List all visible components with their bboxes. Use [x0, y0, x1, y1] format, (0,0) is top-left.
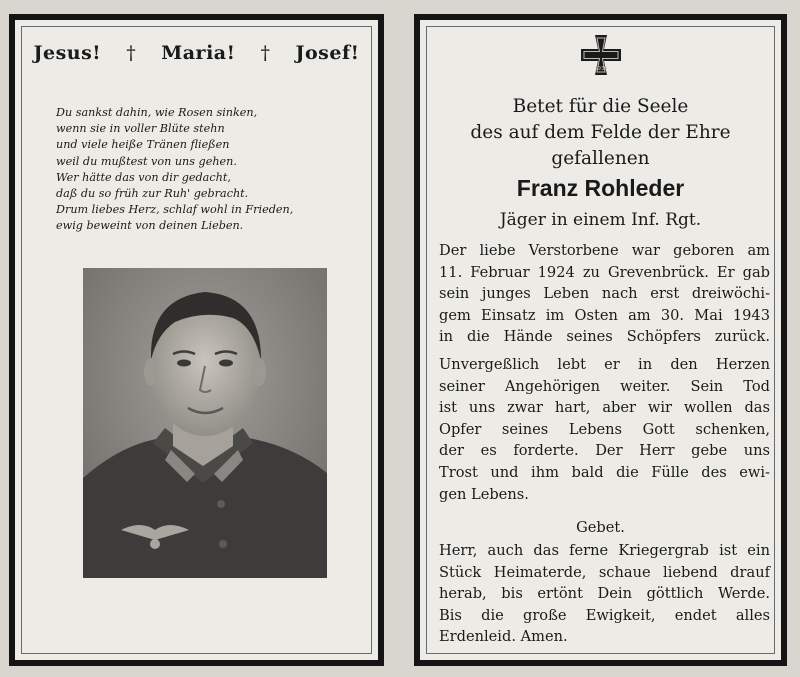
right-card	[414, 14, 787, 666]
text-line: Der liebe Verstorbene war geboren am	[439, 242, 770, 259]
text-line: Stück Heimaterde, schaue liebend drauf	[439, 563, 770, 581]
heading-line: des auf dem Felde der Ehre	[470, 122, 731, 143]
military-rank: Jäger in einem Inf. Rgt.	[499, 210, 702, 230]
text-line: Trost und ihm bald die Fülle des ewi-	[439, 463, 770, 481]
prayer-paragraph	[439, 540, 770, 648]
portrait-illustration	[83, 268, 327, 578]
soldier-portrait-photo	[83, 268, 327, 578]
text-line: seiner Angehörigen weiter. Sein Tod	[439, 377, 770, 395]
text-line: 11. Februar 1924 zu Grevenbrück. Er gab	[439, 263, 770, 281]
poem-line: Wer hätte das von dir gedacht,	[56, 170, 231, 184]
text-line: der es forderte. Der Herr gebe uns	[439, 442, 770, 460]
cross-icon: †	[126, 42, 137, 64]
cross-icon: †	[260, 42, 271, 64]
text-line: sein junges Leben nach erst dreiwöchi-	[439, 285, 770, 303]
biography-paragraph	[439, 240, 770, 348]
remembrance-paragraph	[439, 354, 770, 505]
text-line: in die Hände seines Schöpfers zurück.	[439, 328, 770, 346]
invocation-jesus: Jesus!	[33, 42, 102, 64]
iron-cross-icon	[579, 33, 623, 77]
poem-line: ewig beweint von deinen Lieben.	[56, 219, 244, 233]
text-line: Unvergeßlich lebt er in den Herzen	[439, 356, 770, 373]
heading	[420, 94, 781, 172]
poem-line: daß du so früh zur Ruh' gebracht.	[56, 187, 249, 201]
memorial-poem	[56, 105, 358, 235]
poem-line: wenn sie in voller Blüte stehn	[56, 122, 225, 136]
prayer-title: Gebet.	[576, 519, 625, 536]
cross-year: 1939	[594, 66, 607, 72]
heading-line: gefallenen	[551, 148, 650, 169]
text-line: herab, bis ertönt Dein göttlich Werde.	[439, 585, 770, 603]
poem-line: und viele heiße Tränen fließen	[56, 138, 230, 152]
text-line: ist uns zwar hart, aber wir wollen das	[439, 399, 770, 417]
deceased-name: Franz Rohleder	[516, 175, 685, 201]
invocation-josef: Josef!	[295, 42, 360, 64]
poem-line: Drum liebes Herz, schlaf wohl in Frieden,	[56, 203, 294, 217]
heading-line: Betet für die Seele	[512, 96, 689, 117]
text-line: Opfer seines Lebens Gott schenken,	[439, 420, 770, 438]
invocation-header	[15, 42, 378, 64]
text-line: Herr, auch das ferne Kriegergrab ist ein	[439, 542, 770, 559]
poem-line: Du sankst dahin, wie Rosen sinken,	[56, 106, 258, 119]
poem-line: weil du mußtest von uns gehen.	[56, 154, 237, 168]
text-line: gen Lebens.	[439, 485, 529, 503]
text-line: gem Einsatz im Osten am 30. Mai 1943	[439, 306, 770, 324]
text-line: Erdenleid. Amen.	[439, 628, 568, 646]
left-card	[9, 14, 384, 666]
text-line: Bis die große Ewigkeit, endet alles	[439, 606, 770, 624]
invocation-maria: Maria!	[161, 42, 236, 64]
